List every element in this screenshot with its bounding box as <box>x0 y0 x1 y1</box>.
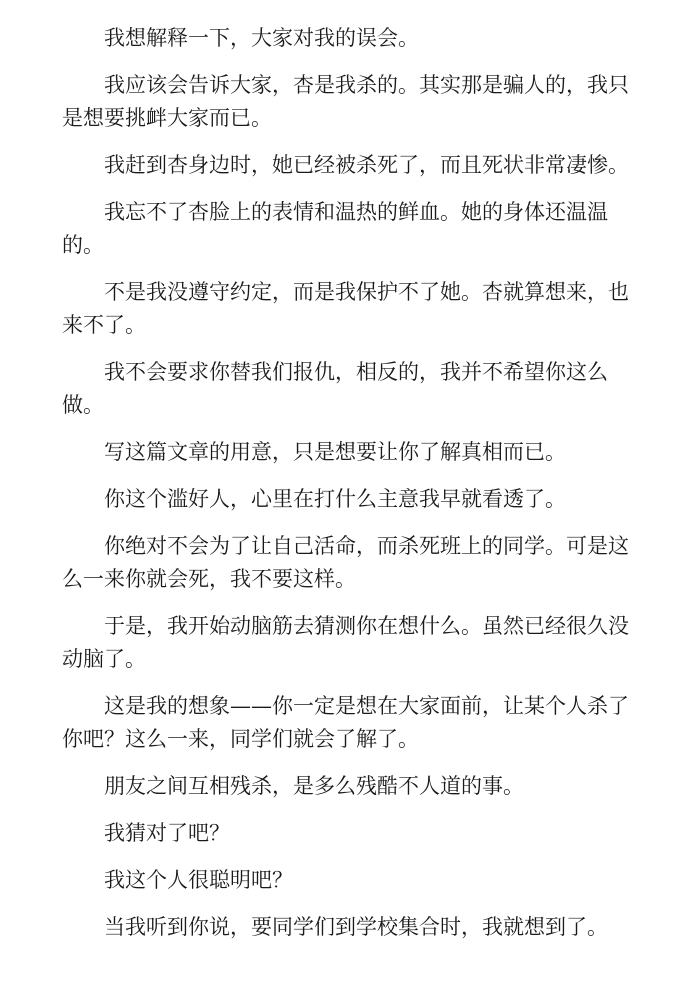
paragraph: 我应该会告诉大家，杏是我杀的。其实那是骗人的，我只是想要挑衅大家而已。 <box>62 73 629 130</box>
paragraph: 你这个滥好人，心里在打什么主意我早就看透了。 <box>104 487 566 511</box>
paragraph: 写这篇文章的用意，只是想要让你了解真相而已。 <box>104 440 566 464</box>
paragraph: 这是我的想象——你一定是想在大家面前，让某个人杀了你吧？这么一来，同学们就会了解了。 <box>62 694 629 751</box>
paragraph: 不是我没遵守约定，而是我保护不了她。杏就算想来，也来不了。 <box>62 280 629 337</box>
paragraph: 我这个人很聪明吧？ <box>104 868 293 892</box>
paragraph: 我猜对了吧？ <box>104 821 230 845</box>
document-page <box>62 22 640 958</box>
paragraph: 我不会要求你替我们报仇，相反的，我并不希望你这么做。 <box>62 360 608 417</box>
paragraph: 朋友之间互相残杀，是多么残酷不人道的事。 <box>104 774 524 798</box>
paragraph: 于是，我开始动脑筋去猜测你在想什么。虽然已经很久没动脑了。 <box>62 614 629 671</box>
paragraph: 我赶到杏身边时，她已经被杀死了，而且死状非常凄惨。 <box>104 153 629 177</box>
paragraph: 当我听到你说，要同学们到学校集合时，我就想到了。 <box>104 915 608 939</box>
paragraph: 我想解释一下，大家对我的误会。 <box>104 26 419 50</box>
paragraph: 你绝对不会为了让自己活命，而杀死班上的同学。可是这么一来你就会死，我不要这样。 <box>62 534 629 591</box>
paragraph: 我忘不了杏脸上的表情和温热的鲜血。她的身体还温温的。 <box>62 200 608 257</box>
